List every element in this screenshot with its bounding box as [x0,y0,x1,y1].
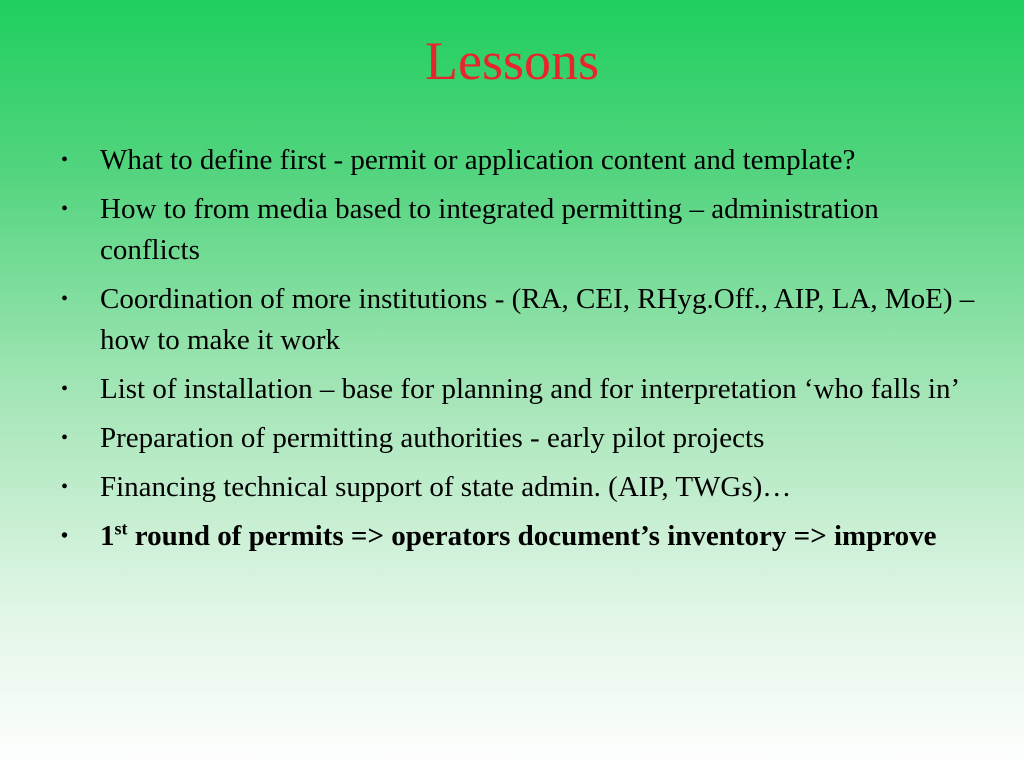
slide-title: Lessons [425,31,599,91]
bullet-item [56,189,976,271]
bullet-text: Preparation of permitting authorities - early pilot projects [100,422,765,454]
bullet-text: List of installation – base for planning and for interpretation ‘who falls in’ [100,373,961,405]
bullet-item [56,369,976,410]
bullet-icon: • [61,288,69,310]
ordinal-number: 1 [100,520,115,552]
bullet-item-emphasized [56,516,976,557]
bullet-text-rest: round of permits => operators document’s inventory => improve [127,520,937,552]
bullet-item [56,140,976,181]
bullet-text: Financing technical support of state admin. (AIP, TWGs)… [100,471,792,503]
bullet-icon: • [61,378,69,400]
bullet-list [56,140,976,565]
bullet-text: Coordination of more institutions - (RA, CEI, RHyg.Off., AIP, LA, MoE) – how to make it work [100,283,975,356]
bullet-icon: • [61,476,69,498]
bullet-text [100,520,937,552]
bullet-icon: • [61,427,69,449]
bullet-item [56,467,976,508]
bullet-text: How to from media based to integrated permitting – administration conflicts [100,193,879,266]
ordinal-suffix: st [114,518,128,539]
bullet-icon: • [61,525,69,547]
bullet-icon: • [61,198,69,220]
bullet-icon: • [61,149,69,171]
bullet-text: What to define first - permit or application content and template? [100,144,856,176]
bullet-item [56,418,976,459]
bullet-item [56,279,976,361]
